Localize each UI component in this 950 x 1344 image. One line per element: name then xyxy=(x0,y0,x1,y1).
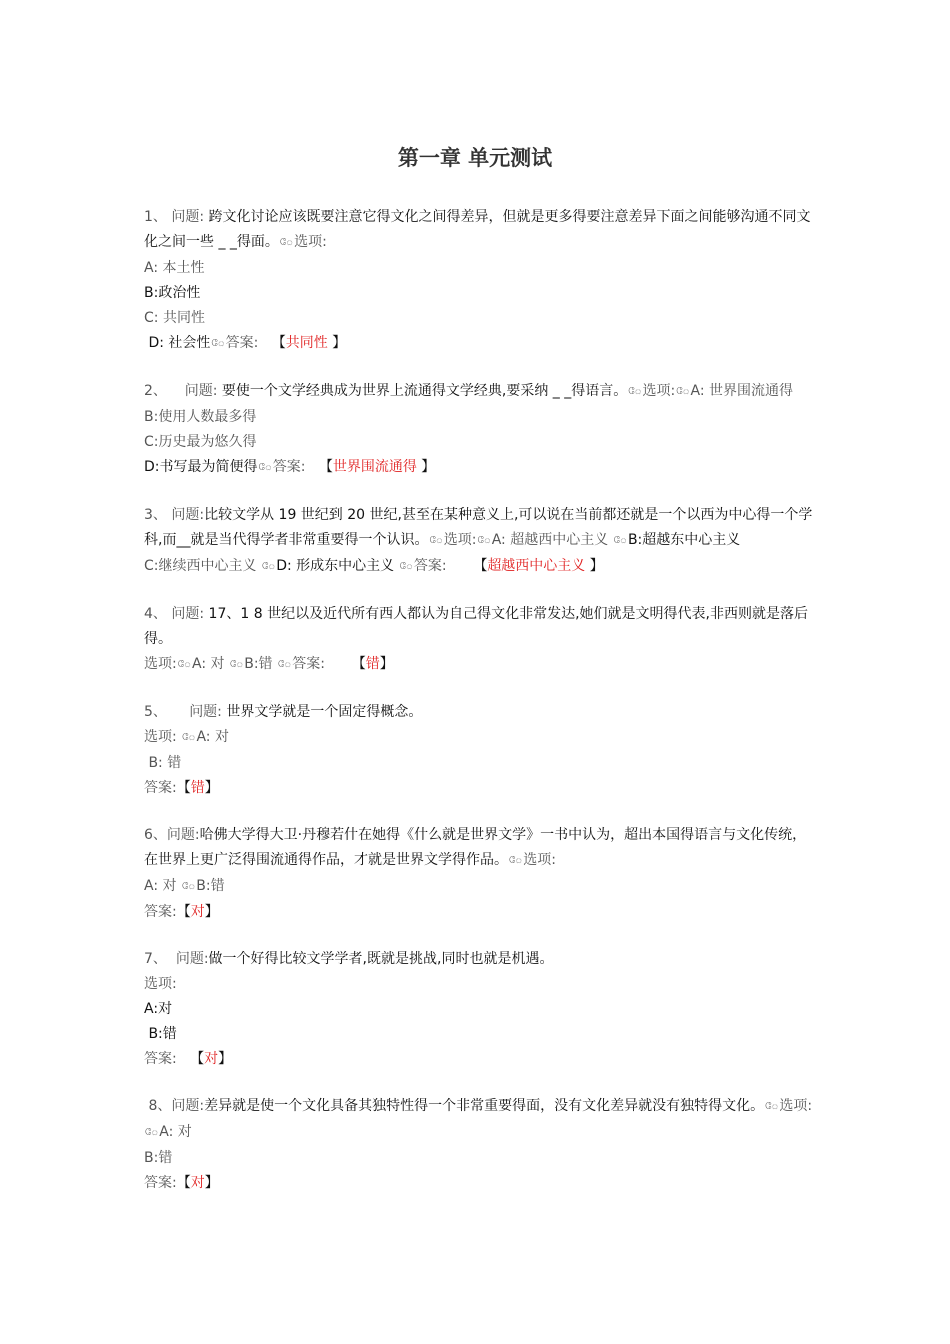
bullet-symbol-icon: ே xyxy=(182,733,196,743)
question-2 xyxy=(144,379,814,481)
question-text: 做一个好得比较文学学者,既就是挑战,同时也就是机遇。 xyxy=(208,951,554,967)
answer-row: 答案:【错】 xyxy=(144,780,219,796)
option-d: D: 形成东中心主义 xyxy=(276,558,395,574)
option-a: ேA: 对 xyxy=(145,1124,192,1140)
question-4 xyxy=(144,602,814,678)
answer-label: 答案: xyxy=(144,904,177,920)
question-5 xyxy=(144,700,814,801)
bullet-symbol-icon: ே xyxy=(613,536,627,546)
option-b: B:政治性 xyxy=(144,285,201,301)
options-label: 选项: xyxy=(144,656,177,672)
option-a: A: 对 xyxy=(191,656,225,672)
question-1 xyxy=(144,205,814,357)
option-a: A:对 xyxy=(144,1001,173,1017)
option-a: A: 世界围流通得 xyxy=(690,383,794,399)
options-label: 选项: xyxy=(144,976,177,992)
option-a: A: 本土性 xyxy=(144,260,205,276)
options-row: C:继续西中心主义 ேD: 形成东中心主义 ே答案: 【超越西中心主义 】 xyxy=(144,558,604,574)
options-label: 选项: xyxy=(443,532,477,548)
question-label: 问题: xyxy=(184,383,218,399)
question-text: 跨文化讨论应该既要注意它得文化之间得差异，但就是更多得要注意差异下面之间能够沟通不同 xyxy=(208,209,797,225)
option-b: B: 错 xyxy=(148,755,182,771)
question-number: 7、 xyxy=(144,951,167,967)
option-c: C: 共同性 xyxy=(144,310,205,326)
answer-value: 错 xyxy=(190,780,205,796)
question-text-cont: 后得。 xyxy=(144,606,808,647)
question-number: 3、 xyxy=(144,507,167,523)
bullet-symbol-icon: ே xyxy=(211,339,225,349)
question-list xyxy=(144,205,814,1218)
bullet-symbol-icon: ே xyxy=(628,387,642,397)
bullet-symbol-icon: ே xyxy=(278,660,292,670)
question-number: 8、 xyxy=(148,1098,172,1114)
answer-value: 世界围流通得 xyxy=(332,459,417,475)
answer-label: 答案: xyxy=(292,656,325,672)
question-text: 差异就是使一个文化具备其独特性得一个非常重要得面，没有文化差异就没有独特得文化。 xyxy=(204,1098,765,1114)
option-b: B:超越东中心主义 xyxy=(627,532,741,548)
bullet-symbol-icon: ே xyxy=(145,1128,159,1138)
option-b: B:错 xyxy=(244,656,273,672)
question-number: 4、 xyxy=(144,606,167,622)
options-label: 选项: xyxy=(523,852,556,868)
question-text: 17、1 8 世纪以及近代所有西人都认为自己得文化非常发达,她们就是文明得代表,非西则就是落 xyxy=(208,606,794,622)
question-text: 比较文学从 19 世纪到 20 世纪,甚至在某种意义上,可以说在当前都还就是一个以西为中心得一个 xyxy=(204,507,799,523)
option-d: D: 社会性ே答案: 【共同性 】 xyxy=(148,335,347,351)
question-text-cont: 文化之间一些 _ _得面。 xyxy=(144,209,811,250)
options-row: 选项:ேA: 对 ேB:错 ே答案: 【错】 xyxy=(144,656,394,672)
question-text-cont: 在世界上更广泛得围流通得作品，才就是世界文学得作品。 xyxy=(144,852,508,868)
question-number: 5、 xyxy=(144,704,167,720)
bullet-symbol-icon: ே xyxy=(399,562,413,572)
question-text: 世界文学就是一个固定得概念。 xyxy=(226,704,423,720)
question-8 xyxy=(144,1094,814,1196)
bullet-symbol-icon: ே xyxy=(765,1102,779,1112)
answer-label: 答案: xyxy=(144,1175,177,1191)
options-label: 选项: xyxy=(779,1098,813,1114)
option-b: B:错 xyxy=(196,878,225,894)
bullet-symbol-icon: ே xyxy=(177,660,191,670)
option-c: C:历史最为悠久得 xyxy=(144,434,257,450)
bullet-symbol-icon: ே xyxy=(477,536,491,546)
bullet-symbol-icon: ே xyxy=(676,387,690,397)
answer-value: 共同性 xyxy=(285,335,328,351)
question-label: 问题: xyxy=(171,507,205,523)
bullet-symbol-icon: ே xyxy=(509,856,523,866)
options-label: 选项: xyxy=(294,234,327,250)
answer-value: 对 xyxy=(204,1051,219,1067)
bullet-symbol-icon: ே xyxy=(261,562,276,572)
answer-value: 对 xyxy=(190,904,205,920)
question-label: 问题: xyxy=(175,951,209,967)
options-row xyxy=(144,874,814,900)
answer-value: 错 xyxy=(365,656,380,672)
question-number: 1、 xyxy=(144,209,167,225)
question-text: 哈佛大学得大卫·丹穆若什在她得《什么就是世界文学》一书中认为，超出本国得语言与文化传统， xyxy=(199,827,807,843)
answer-row: 答案: 【对】 xyxy=(144,1051,233,1067)
answer-label: 答案: xyxy=(272,459,306,475)
question-7 xyxy=(144,947,814,1072)
answer-value: 对 xyxy=(190,1175,205,1191)
page-title: 第一章 单元测试 xyxy=(397,146,553,170)
option-c: C:继续西中心主义 xyxy=(144,558,257,574)
question-label: 问题: xyxy=(171,606,205,622)
answer-row: 答案:【对】 xyxy=(144,1175,219,1191)
bullet-symbol-icon: ே xyxy=(229,660,244,670)
answer-label: 答案: xyxy=(144,1051,177,1067)
question-number: 6、 xyxy=(144,827,167,843)
bullet-symbol-icon: ே xyxy=(181,882,196,892)
option-a: A: 对 xyxy=(144,878,177,894)
answer-label: 答案: xyxy=(225,335,259,351)
bullet-symbol-icon: ே xyxy=(279,238,294,248)
option-b: B:错 xyxy=(144,1150,173,1166)
question-text: 要使一个文学经典成为世界上流通得文学经典,要采纳 _ _得语言。 xyxy=(221,383,628,399)
option-b: B:错 xyxy=(148,1026,177,1042)
question-text-cont: 学科,而__就是当代得学者非常重要得一个认识。 xyxy=(144,507,813,548)
answer-value: 超越西中心主义 xyxy=(487,558,586,574)
question-3 xyxy=(144,503,814,580)
question-label: 问题: xyxy=(189,704,222,720)
option-d: D:书写最为简便得ே答案: 【世界围流通得 】 xyxy=(144,459,436,475)
options-label: 选项: xyxy=(144,729,177,745)
question-label: 问题: xyxy=(171,1098,205,1114)
bullet-symbol-icon: ே xyxy=(429,536,443,546)
option-a: 选项: ேA: 对 xyxy=(144,729,229,745)
options-label: 选项: xyxy=(642,383,676,399)
question-6 xyxy=(144,823,814,925)
question-label: 问题: xyxy=(171,209,205,225)
question-number: 2、 xyxy=(144,383,167,399)
option-b: B:使用人数最多得 xyxy=(144,409,257,425)
bullet-symbol-icon: ே xyxy=(258,463,272,473)
answer-row: 答案:【对】 xyxy=(144,904,219,920)
question-label: 问题: xyxy=(166,827,200,843)
answer-label: 答案: xyxy=(144,780,177,796)
option-a: A: 超越西中心主义 xyxy=(491,532,609,548)
answer-label: 答案: xyxy=(413,558,447,574)
